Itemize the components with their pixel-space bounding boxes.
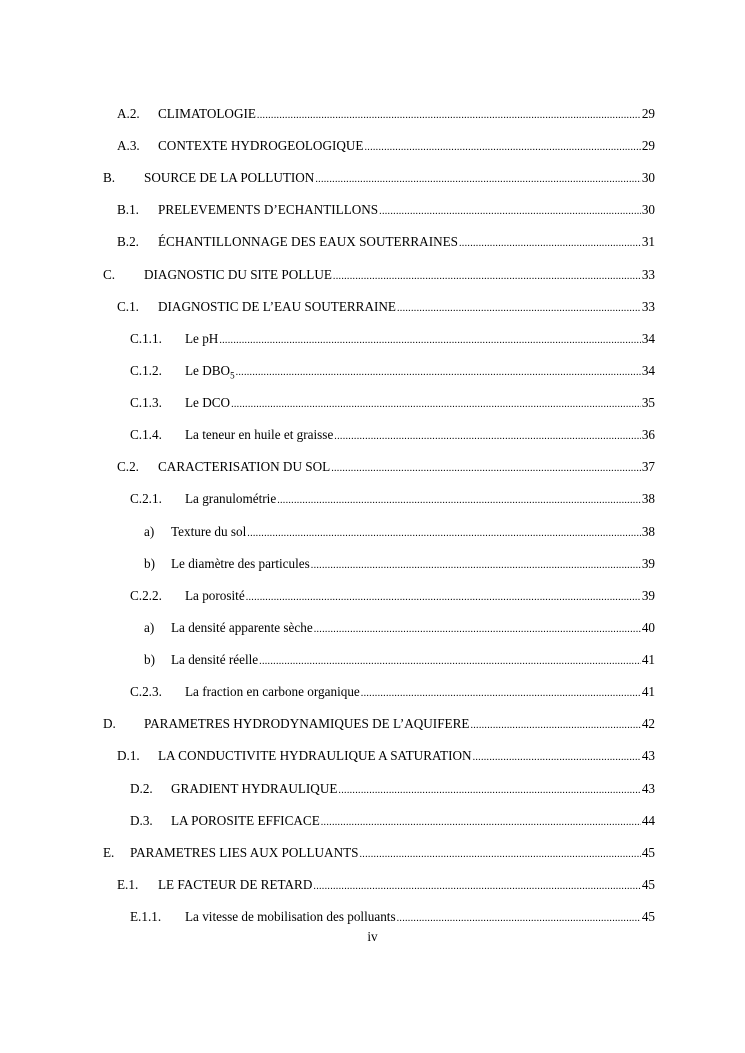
toc-title: La granulométrie (185, 491, 277, 506)
dot-leader (338, 782, 640, 800)
toc-number: C.2.1. (130, 491, 162, 506)
toc-number: B.2. (117, 234, 139, 249)
toc-page-number: 29 (641, 138, 655, 153)
toc-page-number: 42 (641, 716, 655, 731)
toc-number: E.1. (117, 877, 139, 892)
toc-title-text: Le DBO (185, 363, 231, 378)
toc-page-number: 34 (641, 331, 655, 346)
toc-title-subscript: 5 (230, 370, 235, 381)
toc-title: Le diamètre des particules (171, 556, 310, 571)
toc-page-number: 31 (641, 234, 655, 249)
toc-entry[interactable] (130, 683, 655, 701)
toc-page-number: 30 (641, 170, 655, 185)
toc-title: La teneur en huile et graisse (185, 427, 334, 442)
toc-title: La vitesse de mobilisation des polluants (185, 909, 396, 924)
toc-number: C.1. (117, 299, 139, 314)
toc-entry[interactable] (117, 105, 655, 123)
toc-entry[interactable] (130, 490, 655, 508)
toc-title: LA POROSITE EFFICACE (171, 813, 320, 828)
dot-leader (219, 332, 640, 350)
toc-title: SOURCE DE LA POLLUTION (144, 170, 315, 185)
toc-entry[interactable] (130, 908, 655, 926)
toc-page-number: 39 (641, 556, 655, 571)
toc-page-number: 37 (641, 459, 655, 474)
toc-entry[interactable] (130, 587, 655, 605)
toc-title: CARACTERISATION DU SOL (158, 459, 331, 474)
toc-title: ÉCHANTILLONNAGE DES EAUX SOUTERRAINES (158, 234, 458, 249)
dot-leader (379, 203, 641, 221)
dot-leader (361, 685, 641, 703)
toc-number: C. (103, 267, 116, 282)
dot-leader (334, 428, 641, 446)
toc-entry[interactable] (144, 523, 655, 541)
dot-leader (333, 268, 641, 286)
toc-page-number: 33 (641, 267, 655, 282)
page-number-footer: iv (367, 929, 378, 944)
dot-leader (315, 171, 640, 189)
dot-leader (397, 300, 641, 318)
dot-leader (473, 749, 641, 767)
toc-entry[interactable] (130, 426, 655, 444)
toc-entry[interactable] (103, 266, 655, 284)
dot-leader (247, 525, 641, 543)
toc-number: C.2. (117, 459, 139, 474)
toc-number: C.1.3. (130, 395, 162, 410)
toc-page-number: 38 (641, 491, 655, 506)
toc-page-number: 43 (641, 748, 655, 763)
toc-entry[interactable] (117, 747, 655, 765)
toc-title: PRELEVEMENTS D’ECHANTILLONS (158, 202, 379, 217)
toc-title: PARAMETRES HYDRODYNAMIQUES DE L’AQUIFERE (144, 716, 470, 731)
dot-leader (331, 460, 641, 478)
toc-page-number: 45 (641, 845, 655, 860)
toc-title: Le pH (185, 331, 219, 346)
toc-entry[interactable] (103, 844, 655, 862)
toc-title: DIAGNOSTIC DE L’EAU SOUTERRAINE (158, 299, 396, 314)
toc-page-number: 34 (641, 363, 655, 378)
toc-number: B.1. (117, 202, 139, 217)
toc-number: C.1.2. (130, 363, 162, 378)
toc-title: DIAGNOSTIC DU SITE POLLUE (144, 267, 332, 282)
dot-leader (314, 621, 641, 639)
dot-leader (459, 235, 641, 253)
toc-title: La densité réelle (171, 652, 259, 667)
toc-number: E.1.1. (130, 909, 162, 924)
toc-entry[interactable] (117, 137, 655, 155)
toc-entry[interactable] (103, 169, 655, 187)
toc-number: C.2.3. (130, 684, 162, 699)
toc-page-number: 41 (641, 684, 655, 699)
dot-leader (470, 717, 640, 735)
toc-number: C.1.4. (130, 427, 162, 442)
toc-page-number: 40 (641, 620, 655, 635)
toc-page-number: 29 (641, 106, 655, 121)
dot-leader (311, 557, 641, 575)
dot-leader (236, 364, 641, 382)
toc-entry[interactable] (130, 362, 655, 380)
toc-page-number: 30 (641, 202, 655, 217)
dot-leader (231, 396, 641, 414)
dot-leader (360, 846, 641, 864)
toc-entry[interactable] (130, 812, 655, 830)
toc-page-number: 45 (641, 877, 655, 892)
toc-number: A.3. (117, 138, 140, 153)
toc-page-number: 45 (641, 909, 655, 924)
toc-entry[interactable] (144, 651, 655, 669)
toc-entry[interactable] (117, 298, 655, 316)
toc-entry[interactable] (117, 458, 655, 476)
toc-number: D.1. (117, 748, 140, 763)
dot-leader (321, 814, 641, 832)
dot-leader (246, 589, 641, 607)
toc-entry[interactable] (144, 555, 655, 573)
toc-number: C.1.1. (130, 331, 162, 346)
toc-number: B. (103, 170, 116, 185)
toc-page-number: 38 (641, 524, 655, 539)
toc-page-number: 44 (641, 813, 655, 828)
toc-title: LA CONDUCTIVITE HYDRAULIQUE A SATURATION (158, 748, 472, 763)
toc-entry[interactable] (130, 394, 655, 412)
toc-entry[interactable] (130, 780, 655, 798)
toc-page-number: 36 (641, 427, 655, 442)
dot-leader (259, 653, 641, 671)
toc-title: Le DCO (185, 395, 231, 410)
toc-title: CONTEXTE HYDROGEOLOGIQUE (158, 138, 364, 153)
toc-entry[interactable] (117, 876, 655, 894)
dot-leader (313, 878, 640, 896)
dot-leader (364, 139, 640, 157)
toc-title: GRADIENT HYDRAULIQUE (171, 781, 338, 796)
toc-entry[interactable] (144, 619, 655, 637)
toc-title: Texture du sol (171, 524, 247, 539)
toc-entry[interactable] (130, 330, 655, 348)
toc-title: La porosité (185, 588, 245, 603)
dot-leader (277, 492, 641, 510)
toc-title: La densité apparente sèche (171, 620, 313, 635)
toc-number: a) (144, 524, 155, 539)
dot-leader (397, 910, 641, 928)
toc-number: A.2. (117, 106, 140, 121)
toc-entry[interactable] (117, 233, 655, 251)
toc-number: D. (103, 716, 116, 731)
toc-page-number: 33 (641, 299, 655, 314)
toc-number: C.2.2. (130, 588, 162, 603)
toc-page-number: 41 (641, 652, 655, 667)
toc-title: La fraction en carbone organique (185, 684, 360, 699)
toc-number: E. (103, 845, 115, 860)
toc-number: D.3. (130, 813, 153, 828)
toc-page-number: 35 (641, 395, 655, 410)
toc-entry[interactable] (103, 715, 655, 733)
toc-title (185, 362, 235, 380)
toc-title: LE FACTEUR DE RETARD (158, 877, 313, 892)
dot-leader (257, 107, 641, 125)
toc-number: b) (144, 652, 155, 667)
toc-entry[interactable] (117, 201, 655, 219)
toc-page-number: 43 (641, 781, 655, 796)
toc-number: b) (144, 556, 155, 571)
toc-number: a) (144, 620, 155, 635)
toc-page-number: 39 (641, 588, 655, 603)
toc-title: PARAMETRES LIES AUX POLLUANTS (130, 845, 359, 860)
toc-number: D.2. (130, 781, 153, 796)
toc-title: CLIMATOLOGIE (158, 106, 256, 121)
